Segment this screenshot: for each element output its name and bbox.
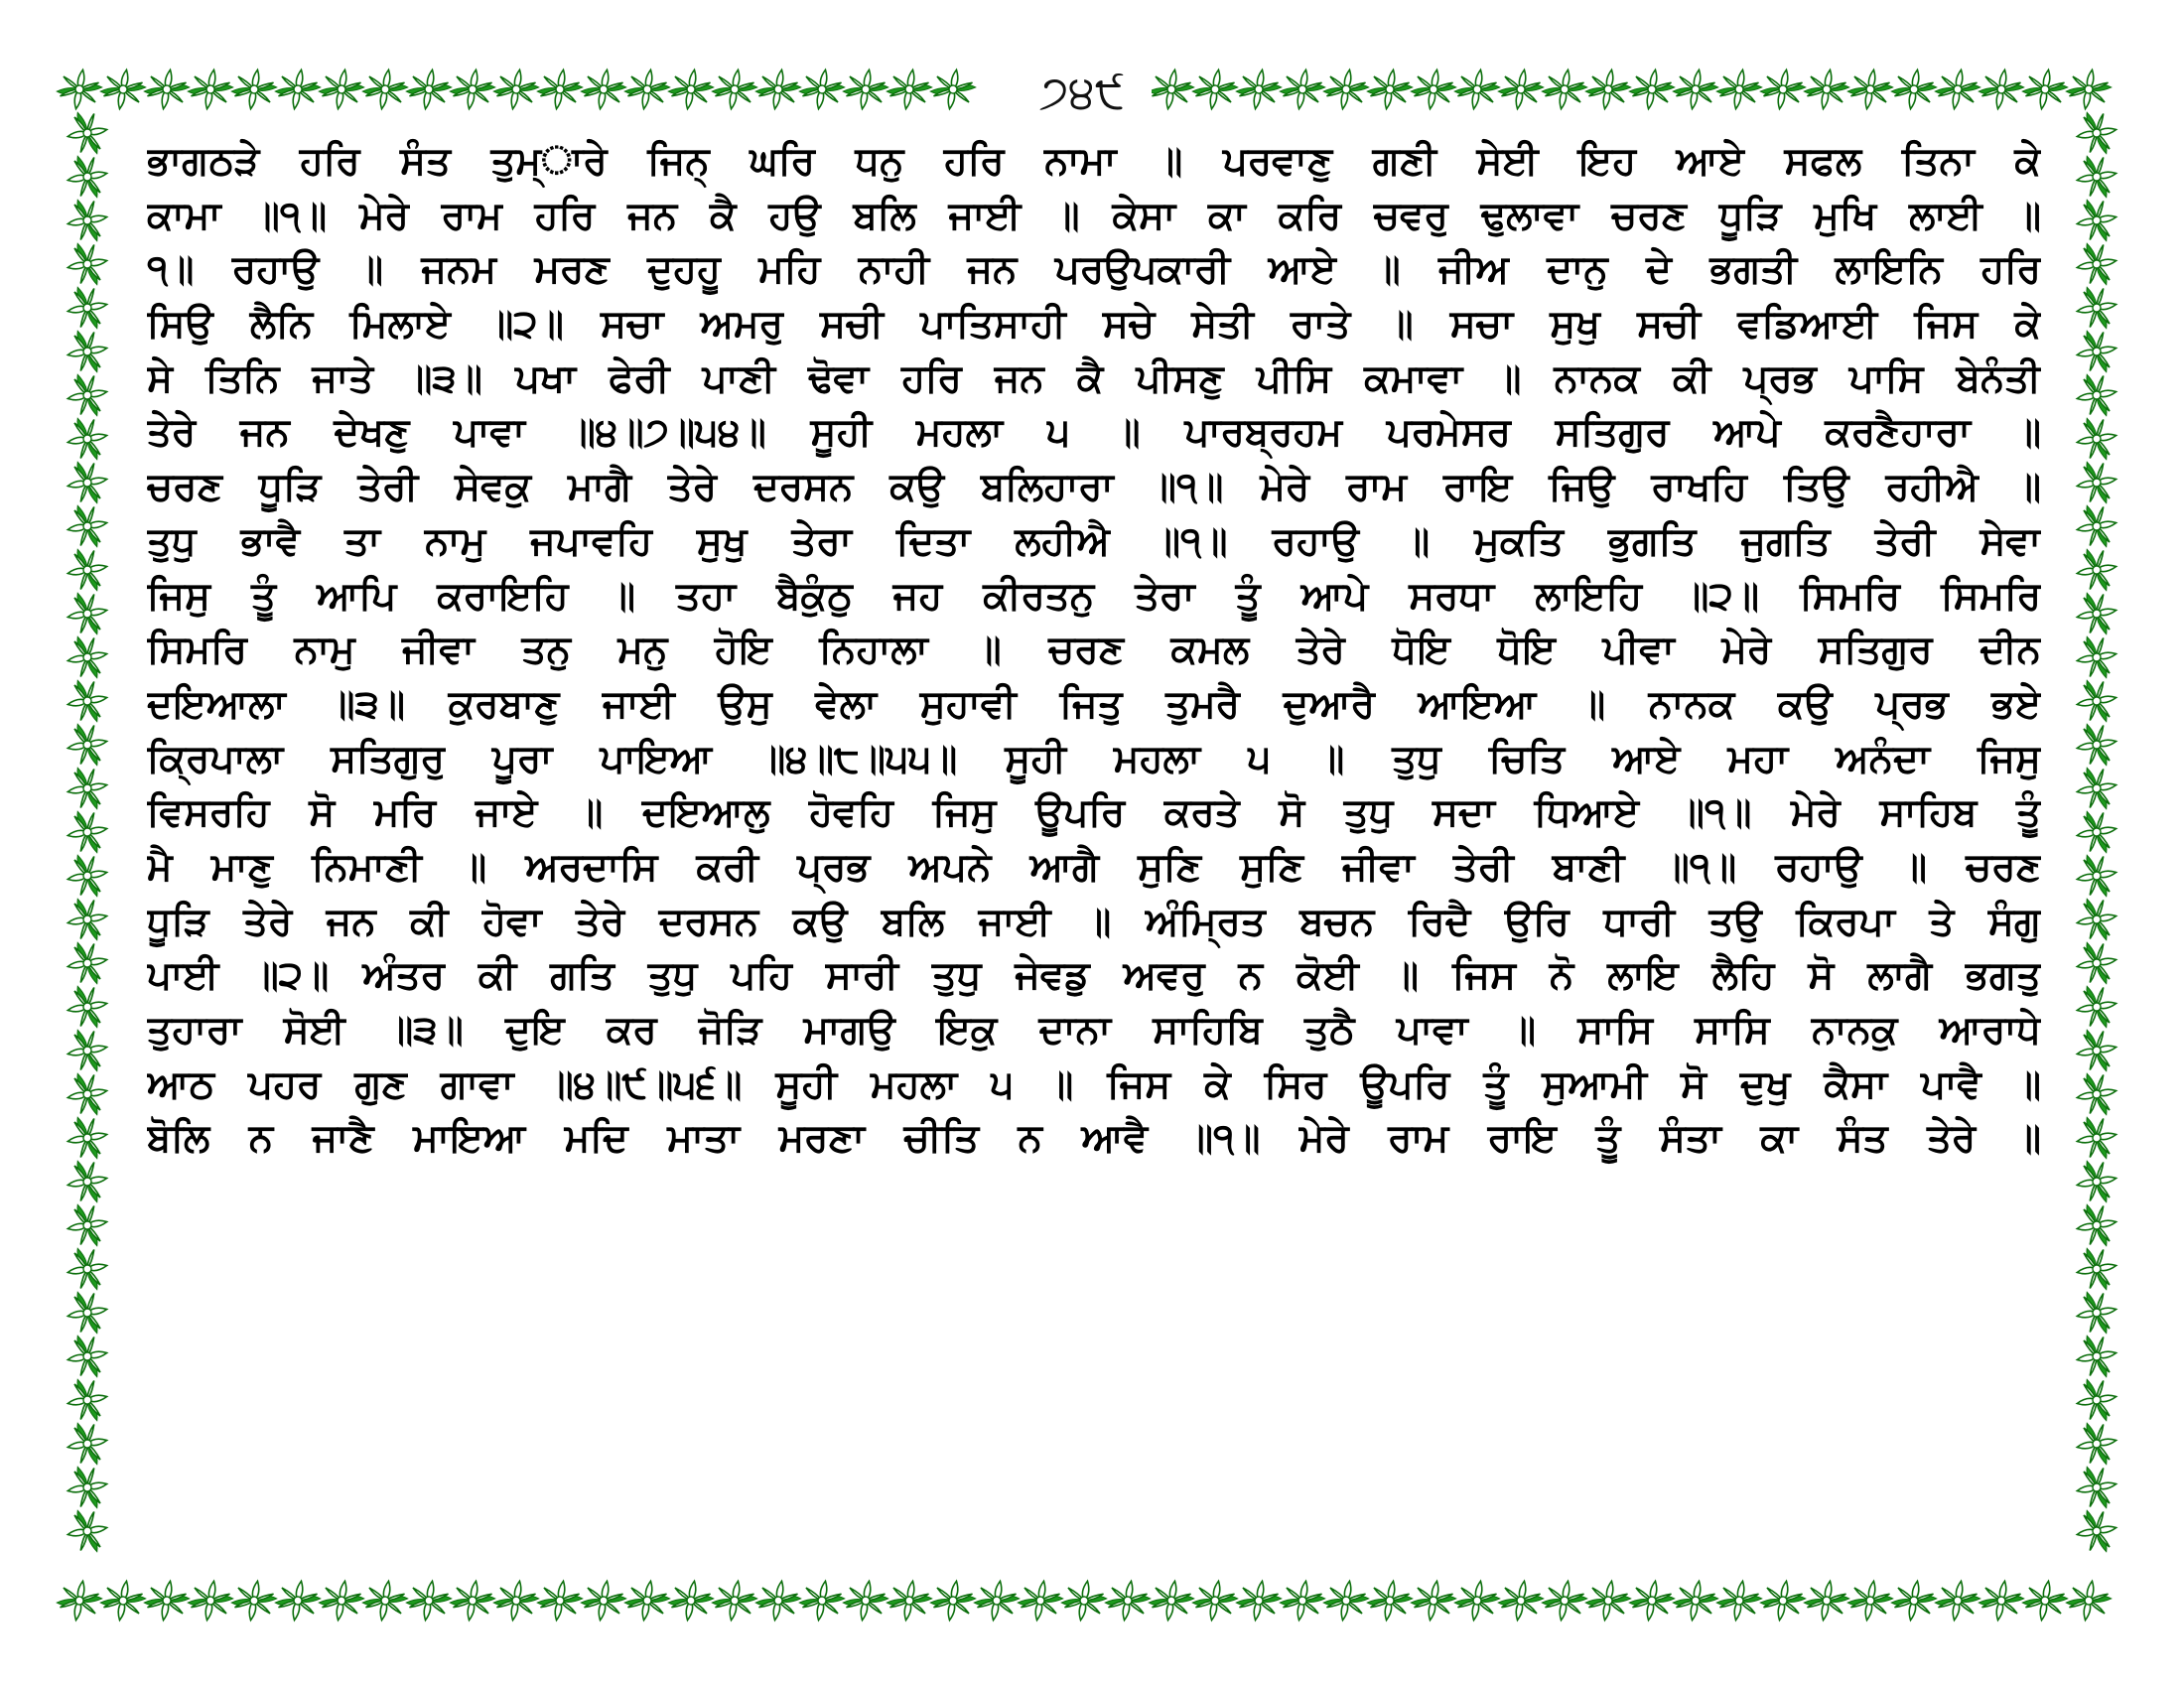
flower-ornament <box>64 196 110 245</box>
scripture-text <box>147 135 2041 1167</box>
flower-ornament <box>64 370 110 420</box>
flower-ornament <box>579 66 628 112</box>
flower-ornament <box>1714 66 1764 112</box>
flower-ornament <box>1365 66 1415 112</box>
flower-ornament <box>2073 1026 2119 1075</box>
flower-ornament <box>1147 66 1196 112</box>
flower-ornament <box>710 66 759 112</box>
flower-ornament <box>64 458 110 507</box>
flower-ornament <box>55 1577 104 1623</box>
flower-ornament <box>885 1577 934 1623</box>
text-line: ਸਿਉ ਲੈਨਿ ਮਿਲਾਏ ॥੨॥ ਸਚਾ ਅਮਰੁ ਸਚੀ ਪਾਤਿਸਾਹੀ ਸਚੇ ਸੇਤੀ ਰਾਤੇ ॥ ਸਚਾ ਸੁਖੁ ਸਚੀ ਵਡਿਆਈ ਜਿਸ ਕੇ <box>147 302 2041 348</box>
flower-ornament <box>491 1577 541 1623</box>
text-line: ਤੁਹਾਰਾ ਸੋਈ ॥੩॥ ਦੁਇ ਕਰ ਜੋੜਿ ਮਾਗਉ ਇਕੁ ਦਾਨਾ ਸਾਹਿਬਿ ਤੁਠੈ ਪਾਵਾ ॥ ਸਾਸਿ ਸਾਸਿ ਨਾਨਕੁ ਆਰਾਧੇ <box>147 1008 2041 1053</box>
flower-ornament <box>2073 1288 2119 1337</box>
text-line: ਪਾਈ ॥੨॥ ਅੰਤਰ ਕੀ ਗਤਿ ਤੁਧੁ ਪਹਿ ਸਾਰੀ ਤੁਧੁ ਜੇਵਡੁ ਅਵਰੁ ਨ ਕੋਈ ॥ ਜਿਸ ਨੋ ਲਾਇ ਲੈਹਿ ਸੋ ਲਾਗੈ ਭਗਤੁ <box>147 953 2041 999</box>
text-line: ਕ੍ਰਿਪਾਲਾ ਸਤਿਗੁਰੁ ਪੂਰਾ ਪਾਇਆ ॥੪॥੮॥੫੫॥ ਸੂਹੀ ਮਹਲਾ ੫ ॥ ਤੁਧੁ ਚਿਤਿ ਆਏ ਮਹਾ ਅਨੰਦਾ ਜਿਸੁ <box>147 736 2041 781</box>
flower-ornament <box>1234 66 1284 112</box>
text-line: ਧੂੜਿ ਤੇਰੇ ਜਨ ਕੀ ਹੋਵਾ ਤੇਰੇ ਦਰਸਨ ਕਉ ਬਲਿ ਜਾਈ ॥ ਅੰਮ੍ਰਿਤ ਬਚਨ ਰਿਦੈ ਉਰਿ ਧਾਰੀ ਤਉ ਕਿਰਪਾ ਤੇ ਸੰਗੁ <box>147 899 2041 944</box>
flower-ornament <box>2073 676 2119 726</box>
flower-ornament <box>317 1577 366 1623</box>
flower-ornament <box>2073 1506 2119 1556</box>
flower-ornament <box>64 283 110 333</box>
flower-ornament <box>841 1577 890 1623</box>
flower-ornament <box>928 66 978 112</box>
flower-ornament <box>64 720 110 770</box>
flower-ornament <box>2073 239 2119 289</box>
flower-ornament <box>142 66 192 112</box>
flower-ornament <box>1758 1577 1808 1623</box>
text-line: ਸਿਮਰਿ ਨਾਮੁ ਜੀਵਾ ਤਨੁ ਮਨੁ ਹੋਇ ਨਿਹਾਲਾ ॥ ਚਰਣ ਕਮਲ ਤੇਰੇ ਧੋਇ ਧੋਇ ਪੀਵਾ ਮੇਰੇ ਸਤਿਗੁਰ ਦੀਨ <box>147 628 2041 673</box>
flower-ornament <box>1234 1577 1284 1623</box>
flower-ornament <box>1583 66 1633 112</box>
flower-ornament <box>1802 66 1851 112</box>
flower-ornament <box>2073 152 2119 202</box>
flower-ornament <box>1103 1577 1153 1623</box>
flower-ornament <box>1889 66 1939 112</box>
text-line: ਭਾਗਠੜੇ ਹਰਿ ਸੰਤ ਤੁਮ੍ਾਰੇ ਜਿਨ੍ ਘਰਿ ਧਨੁ ਹਰਿ ਨਾਮਾ ॥ ਪਰਵਾਣੁ ਗਣੀ ਸੇਈ ਇਹ ਆਏ ਸਫਲ ਤਿਨਾ ਕੇ <box>147 139 2041 184</box>
flower-ornament <box>64 633 110 682</box>
flower-ornament <box>1845 66 1895 112</box>
text-line: ਦਇਆਲਾ ॥੩॥ ਕੁਰਬਾਣੁ ਜਾਈ ਉਸੁ ਵੇਲਾ ਸੁਹਾਵੀ ਜਿਤੁ ਤੁਮਰੈ ਦੁਆਰੈ ਆਇਆ ॥ ਨਾਨਕ ਕਉ ਪ੍ਰਭ ਭਏ <box>147 681 2041 727</box>
flower-ornament <box>2073 1244 2119 1294</box>
flower-ornament <box>1671 1577 1720 1623</box>
flower-ornament <box>64 327 110 376</box>
flower-ornament <box>2073 370 2119 420</box>
flower-ornament <box>1496 1577 1546 1623</box>
flower-ornament <box>2073 108 2119 158</box>
flower-ornament <box>1583 1577 1633 1623</box>
flower-ornament <box>2073 1463 2119 1512</box>
flower-ornament <box>2073 1419 2119 1469</box>
flower-ornament <box>885 66 934 112</box>
text-line: ਤੇਰੇ ਜਨ ਦੇਖਣੁ ਪਾਵਾ ॥੪॥੭॥੫੪॥ ਸੂਹੀ ਮਹਲਾ ੫ ॥ ਪਾਰਬ੍ਰਹਮ ਪਰਮੇਸਰ ਸਤਿਗੁਰ ਆਪੇ ਕਰਣੈਹਾਰਾ ॥ <box>147 410 2041 456</box>
flower-ornament <box>1627 1577 1677 1623</box>
flower-ornament <box>186 1577 235 1623</box>
flower-ornament <box>64 501 110 551</box>
flower-ornament <box>64 982 110 1032</box>
flower-ornament <box>64 1375 110 1425</box>
flower-ornament <box>753 1577 803 1623</box>
flower-ornament <box>2073 1157 2119 1206</box>
flower-ornament <box>2073 764 2119 813</box>
flower-ornament <box>64 1026 110 1075</box>
flower-ornament <box>1278 66 1327 112</box>
flower-ornament <box>2073 283 2119 333</box>
flower-ornament <box>2073 851 2119 901</box>
flower-ornament <box>666 1577 716 1623</box>
flower-ornament <box>2073 938 2119 988</box>
text-line: ਮੈ ਮਾਣੁ ਨਿਮਾਣੀ ॥ ਅਰਦਾਸਿ ਕਰੀ ਪ੍ਰਭ ਅਪਨੇ ਆਗੈ ਸੁਣਿ ਸੁਣਿ ਜੀਵਾ ਤੇਰੀ ਬਾਣੀ ॥੧॥ ਰਹਾਉ ॥ ਚਰਣ <box>147 844 2041 890</box>
flower-ornament <box>2073 720 2119 770</box>
flower-ornament <box>64 239 110 289</box>
flower-ornament <box>1540 66 1589 112</box>
flower-ornament <box>579 1577 628 1623</box>
flower-ornament <box>64 1419 110 1469</box>
flower-ornament <box>1452 66 1502 112</box>
flower-ornament <box>1933 66 1982 112</box>
flower-ornament <box>1452 1577 1502 1623</box>
flower-ornament <box>2073 414 2119 464</box>
flower-ornament <box>1758 66 1808 112</box>
flower-ornament <box>2073 982 2119 1032</box>
flower-ornament <box>2073 1332 2119 1381</box>
flower-ornament <box>64 807 110 857</box>
flower-ornament <box>64 1200 110 1250</box>
flower-ornament <box>1409 66 1458 112</box>
text-line: ਕਾਮਾ ॥੧॥ ਮੇਰੇ ਰਾਮ ਹਰਿ ਜਨ ਕੈ ਹਉ ਬਲਿ ਜਾਈ ॥ ਕੇਸਾ ਕਾ ਕਰਿ ਚਵਰੁ ਢੁਲਾਵਾ ਚਰਣ ਧੂੜਿ ਮੁਖਿ ਲਾਈ ॥ <box>147 193 2041 238</box>
flower-ornament <box>64 851 110 901</box>
flower-ornament <box>64 764 110 813</box>
flower-ornament <box>1365 1577 1415 1623</box>
flower-ornament <box>666 66 716 112</box>
flower-ornament <box>186 66 235 112</box>
flower-ornament <box>2020 66 2070 112</box>
flower-ornament <box>1190 1577 1240 1623</box>
flower-ornament <box>2073 545 2119 595</box>
flower-ornament <box>1845 1577 1895 1623</box>
flower-ornament <box>404 1577 454 1623</box>
page-number: ੭੪੯ <box>1013 62 1152 121</box>
flower-ornament <box>98 66 148 112</box>
flower-ornament <box>64 1113 110 1163</box>
flower-ornament <box>229 66 279 112</box>
flower-ornament <box>2073 1069 2119 1119</box>
flower-ornament <box>1147 1577 1196 1623</box>
flower-ornament <box>2073 589 2119 638</box>
flower-ornament <box>841 66 890 112</box>
text-line: ਬੋਲਿ ਨ ਜਾਣੈ ਮਾਇਆ ਮਦਿ ਮਾਤਾ ਮਰਣਾ ਚੀਤਿ ਨ ਆਵੈ ॥੧॥ ਮੇਰੇ ਰਾਮ ਰਾਇ ਤੂੰ ਸੰਤਾ ਕਾ ਸੰਤ ਤੇਰੇ ॥ <box>147 1116 2041 1162</box>
flower-ornament <box>64 938 110 988</box>
flower-ornament <box>797 66 847 112</box>
text-line: ਸੇ ਤਿਨਿ ਜਾਤੇ ॥੩॥ ਪਖਾ ਫੇਰੀ ਪਾਣੀ ਢੋਵਾ ਹਰਿ ਜਨ ਕੈ ਪੀਸਣੁ ਪੀਸਿ ਕਮਾਵਾ ॥ ਨਾਨਕ ਕੀ ਪ੍ਰਭ ਪਾਸਿ ਬੇਨੰਤੀ <box>147 355 2041 401</box>
flower-ornament <box>535 66 585 112</box>
flower-ornament <box>360 1577 410 1623</box>
flower-ornament <box>64 414 110 464</box>
flower-ornament <box>2064 1577 2114 1623</box>
flower-ornament <box>360 66 410 112</box>
flower-ornament <box>1802 1577 1851 1623</box>
flower-ornament <box>1409 1577 1458 1623</box>
flower-ornament <box>64 589 110 638</box>
flower-ornament <box>2073 458 2119 507</box>
flower-ornament <box>1977 66 2026 112</box>
flower-ornament <box>64 1463 110 1512</box>
flower-ornament <box>1540 1577 1589 1623</box>
flower-ornament <box>2073 1200 2119 1250</box>
flower-ornament <box>2073 1113 2119 1163</box>
flower-ornament <box>2020 1577 2070 1623</box>
flower-ornament <box>448 66 497 112</box>
text-line: ਚਰਣ ਧੂੜਿ ਤੇਰੀ ਸੇਵਕੁ ਮਾਗੈ ਤੇਰੇ ਦਰਸਨ ਕਉ ਬਲਿਹਾਰਾ ॥੧॥ ਮੇਰੇ ਰਾਮ ਰਾਇ ਜਿਉ ਰਾਖਹਿ ਤਿਉ ਰਹੀਐ ॥ <box>147 465 2041 510</box>
flower-ornament <box>2073 196 2119 245</box>
flower-ornament <box>1671 66 1720 112</box>
flower-ornament <box>273 1577 323 1623</box>
flower-ornament <box>64 545 110 595</box>
flower-ornament <box>1059 1577 1109 1623</box>
flower-ornament <box>55 66 104 112</box>
flower-ornament <box>535 1577 585 1623</box>
text-line: ਆਠ ਪਹਰ ਗੁਣ ਗਾਵਾ ॥੪॥੯॥੫੬॥ ਸੂਹੀ ਮਹਲਾ ੫ ॥ ਜਿਸ ਕੇ ਸਿਰ ਊਪਰਿ ਤੂੰ ਸੁਆਮੀ ਸੋ ਦੁਖੁ ਕੈਸਾ ਪਾਵੈ ॥ <box>147 1061 2041 1107</box>
flower-ornament <box>64 1332 110 1381</box>
text-line: ਵਿਸਰਹਿ ਸੋ ਮਰਿ ਜਾਏ ॥ ਦਇਆਲੁ ਹੋਵਹਿ ਜਿਸੁ ਊਪਰਿ ਕਰਤੇ ਸੋ ਤੁਧੁ ਸਦਾ ਧਿਆਏ ॥੧॥ ਮੇਰੇ ਸਾਹਿਬ ਤੂੰ <box>147 790 2041 836</box>
flower-ornament <box>64 1288 110 1337</box>
flower-ornament <box>64 152 110 202</box>
flower-ornament <box>229 1577 279 1623</box>
flower-ornament <box>1016 1577 1065 1623</box>
text-line: ਤੁਧੁ ਭਾਵੈ ਤਾ ਨਾਮੁ ਜਪਾਵਹਿ ਸੁਖੁ ਤੇਰਾ ਦਿਤਾ ਲਹੀਐ ॥੧॥ ਰਹਾਉ ॥ ਮੁਕਤਿ ਭੁਗਤਿ ਜੁਗਤਿ ਤੇਰੀ ਸੇਵਾ <box>147 518 2041 564</box>
flower-ornament <box>1278 1577 1327 1623</box>
flower-ornament <box>64 1069 110 1119</box>
flower-ornament <box>2073 501 2119 551</box>
flower-ornament <box>64 1506 110 1556</box>
flower-ornament <box>2064 66 2114 112</box>
flower-ornament <box>622 1577 672 1623</box>
flower-ornament <box>317 66 366 112</box>
flower-ornament <box>98 1577 148 1623</box>
flower-ornament <box>1190 66 1240 112</box>
flower-ornament <box>622 66 672 112</box>
text-line: ੧॥ ਰਹਾਉ ॥ ਜਨਮ ਮਰਣ ਦੁਹਹੂ ਮਹਿ ਨਾਹੀ ਜਨ ਪਰਉਪਕਾਰੀ ਆਏ ॥ ਜੀਅ ਦਾਨੁ ਦੇ ਭਗਤੀ ਲਾਇਨਿ ਹਰਿ <box>147 247 2041 293</box>
flower-ornament <box>491 66 541 112</box>
flower-ornament <box>1627 66 1677 112</box>
flower-ornament <box>2073 895 2119 944</box>
flower-ornament <box>2073 807 2119 857</box>
text-line: ਜਿਸੁ ਤੂੰ ਆਪਿ ਕਰਾਇਹਿ ॥ ਤਹਾ ਬੈਕੁੰਠੁ ਜਹ ਕੀਰਤਨੁ ਤੇਰਾ ਤੂੰ ਆਪੇ ਸਰਧਾ ਲਾਇਹਿ ॥੨॥ ਸਿਮਰਿ ਸਿਮਰਿ <box>147 573 2041 619</box>
flower-ornament <box>273 66 323 112</box>
flower-ornament <box>2073 633 2119 682</box>
flower-ornament <box>64 676 110 726</box>
flower-ornament <box>1321 1577 1371 1623</box>
flower-ornament <box>64 1157 110 1206</box>
flower-ornament <box>1321 66 1371 112</box>
flower-ornament <box>142 1577 192 1623</box>
flower-ornament <box>1496 66 1546 112</box>
flower-ornament <box>710 1577 759 1623</box>
flower-ornament <box>972 1577 1022 1623</box>
flower-ornament <box>753 66 803 112</box>
flower-ornament <box>2073 327 2119 376</box>
flower-ornament <box>64 1244 110 1294</box>
flower-ornament <box>1933 1577 1982 1623</box>
flower-ornament <box>1714 1577 1764 1623</box>
flower-ornament <box>1977 1577 2026 1623</box>
flower-ornament <box>448 1577 497 1623</box>
flower-ornament <box>928 1577 978 1623</box>
flower-ornament <box>64 108 110 158</box>
flower-ornament <box>64 895 110 944</box>
flower-ornament <box>1889 1577 1939 1623</box>
flower-ornament <box>404 66 454 112</box>
flower-ornament <box>797 1577 847 1623</box>
flower-ornament <box>2073 1375 2119 1425</box>
